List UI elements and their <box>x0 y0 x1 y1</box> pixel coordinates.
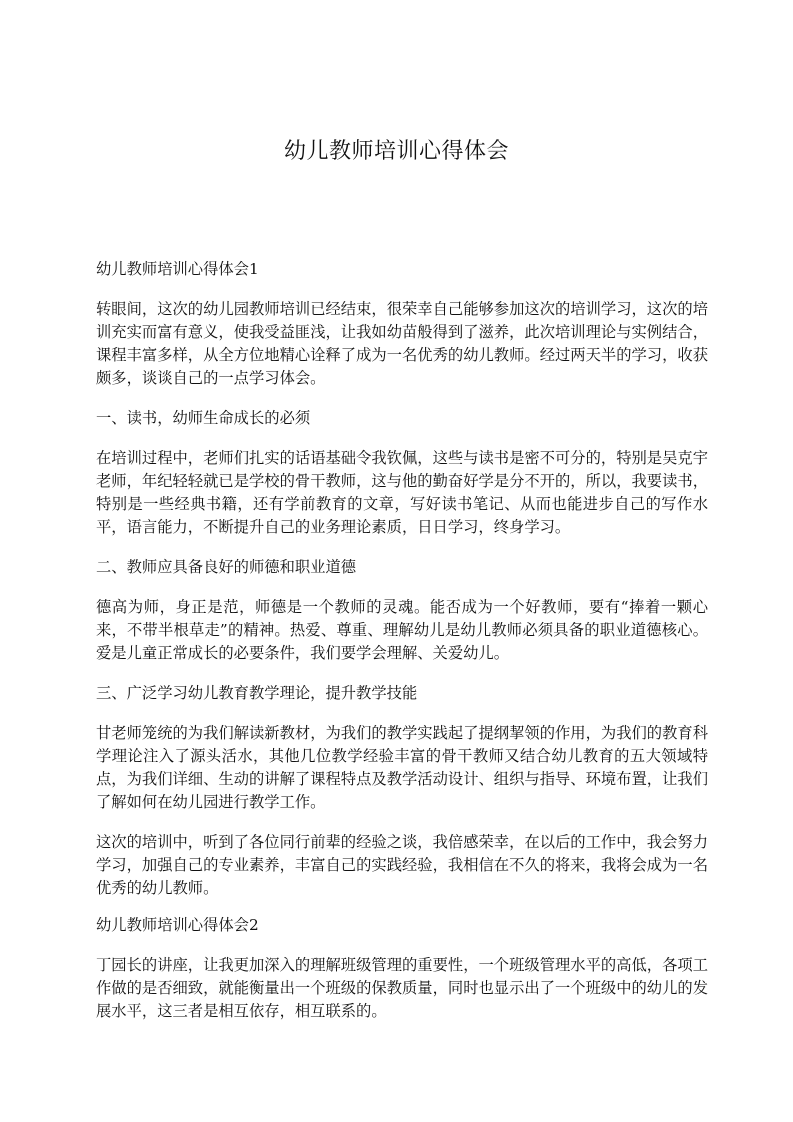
paragraph: 丁园长的讲座，让我更加深入的理解班级管理的重要性，一个班级管理水平的高低，各项工作做的是否细致，就能衡量出一个班级的保教质量，同时也显示出了一个班级中的幼儿的发展水平，这三者是相互依存，相互联系的。 <box>96 956 708 1020</box>
document-body <box>96 258 708 1040</box>
paragraph: 转眼间，这次的幼儿园教师培训已经结束，很荣幸自己能够参加这次的培训学习，这次的培训充实而富有意义，使我受益匪浅，让我如幼苗般得到了滋养，此次培训理论与实例结合，课程丰富多样，从全方位地精心诠释了成为一名优秀的幼儿教师。经过两天半的学习，收获颇多，谈谈自己的一点学习体会。 <box>96 300 708 387</box>
subheading-ethics: 二、教师应具备良好的师德和职业道德 <box>96 558 357 576</box>
paragraph: 这次的培训中，听到了各位同行前辈的经验之谈，我倍感荣幸，在以后的工作中，我会努力学习，加强自己的专业素养，丰富自己的实践经验，我相信在不久的将来，我将会成为一名优秀的幼儿教师。 <box>96 833 708 897</box>
paragraph: 甘老师笼统的为我们解读新教材，为我们的教学实践起了提纲挈领的作用，为我们的教育科学理论注入了源头活水，其他几位教学经验丰富的骨干教师又结合幼儿教育的五大领域特点，为我们详细、生动的讲解了课程特点及教学活动设计、组织与指导、环境布置，让我们了解如何在幼儿园进行教学工作。 <box>96 724 708 811</box>
paragraph: 在培训过程中，老师们扎实的话语基础令我钦佩，这些与读书是密不可分的，特别是吴克宇老师，年纪轻轻就已是学校的骨干教师，这与他的勤奋好学是分不开的，所以，我要读书，特别是一些经典书籍，还有学前教育的文章，写好读书笔记、从而也能进步自己的写作水平，语言能力，不断提升自己的业务理论素质，日日学习，终身学习。 <box>96 449 708 536</box>
subheading-reading: 一、读书，幼师生命成长的必须 <box>96 409 311 427</box>
section-heading-1: 幼儿教师培训心得体会1 <box>96 260 259 278</box>
section-heading-2: 幼儿教师培训心得体会2 <box>96 916 259 934</box>
page-title: 幼儿教师培训心得体会 <box>283 139 509 164</box>
paragraph: 德高为师，身正是范，师德是一个教师的灵魂。能否成为一个好教师，要有“捧着一颗心来，不带半根草走”的精神。热爱、尊重、理解幼儿是幼儿教师必须具备的职业道德核心。爱是儿童正常成长的必要条件，我们要学会理解、关爱幼儿。 <box>96 598 708 662</box>
subheading-theory: 三、广泛学习幼儿教育教学理论，提升教学技能 <box>96 684 418 702</box>
